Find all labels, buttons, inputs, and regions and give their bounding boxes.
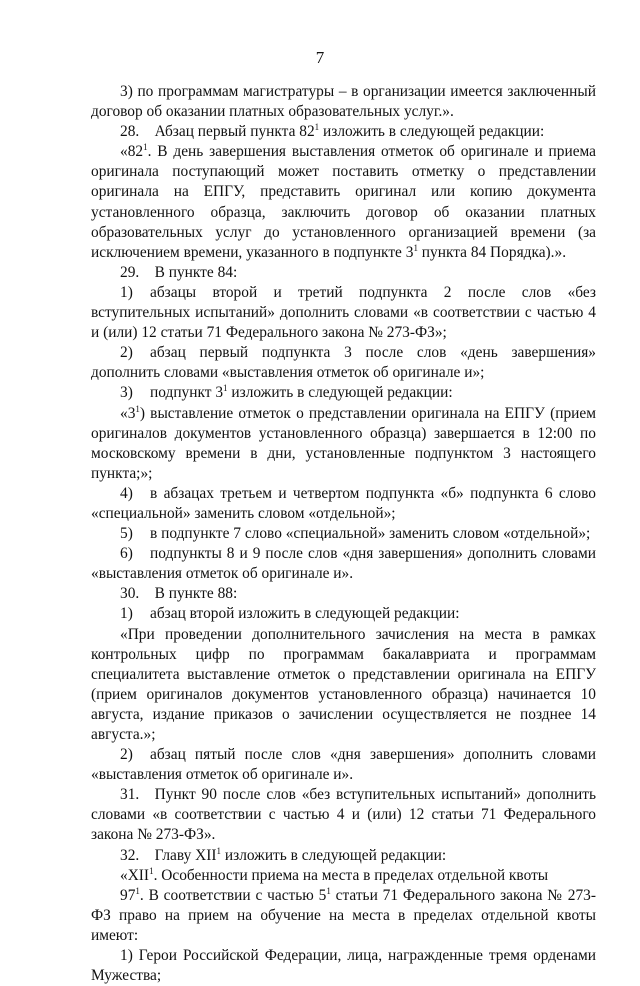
list-item-29-4: 4) в абзацах третьем и четвертом подпункта «б» подпункта 6 слово «специальной» заменить словом «отдельной»; (91, 484, 596, 522)
quote-additional-enrollment: «При проведении дополнительного зачисления на места в рамках контрольных цифр по программам бакалавриата и программам специалитета выставление отметок о представлении оригинала на ЕПГУ (прием оригиналов документов установленного образца) начинается 10 августа, издание приказов о зачислении осуществляется не позднее 14 августа.»; (91, 625, 596, 743)
chapter-12-1-title: «XII$^1$. Особенности приема на места в пределах отдельной квоты (120, 865, 549, 884)
section-30-heading: 30. В пункте 88: (120, 585, 238, 603)
paragraph-magistracy: 3) по программам магистратуры – в организации имеется заключенный договор об оказании платных образовательных услуг.». (91, 83, 596, 121)
list-item-29-3: 3) подпункт $3^1$ изложить в следующей редакции: (120, 383, 453, 402)
list-item-30-2: 2) абзац пятый после слов «дня завершения» дополнить словами «выставления отметок об оригинале и». (91, 746, 596, 784)
clause-97-1-item-1: 1) Герои Российской Федерации, лица, награжденные тремя орденами Мужества; (91, 947, 596, 985)
page-number: 7 (315, 48, 325, 67)
list-item-29-6: 6) подпункты 8 и 9 после слов «дня завершения» дополнить словами «выставления отметок об оригинале и». (91, 545, 596, 583)
list-item-29-1: 1) абзацы второй и третий подпункта 2 после слов «без вступительных испытаний» дополнить словами «в соответствии с частью 4 и (или) 12 статьи 71 Федерального закона № 273-ФЗ»; (91, 283, 596, 342)
section-32-heading: 32. Главу XII$^1$ изложить в следующей редакции: (120, 845, 447, 864)
list-item-30-1: 1) абзац второй изложить в следующей редакции: (120, 605, 460, 623)
list-item-29-5: 5) в подпункте 7 слово «специальной» заменить словом «отдельной»; (120, 525, 591, 543)
section-28-heading: 28. Абзац первый пункта $82^1$ изложить в следующей редакции: (120, 122, 545, 141)
list-item-29-2: 2) абзац первый подпункта 3 после слов «день завершения» дополнить словами «выставления отметок об оригинале и»; (91, 344, 596, 382)
quote-3-1: «$3^1$) выставление отметок о представлении оригинала на ЕПГУ (прием оригиналов документов установленного образца) завершается в 12:00 по московскому времени в дни, установленные подпунктом 3 настоящего пункта;»; (91, 403, 596, 482)
section-29-heading: 29. В пункте 84: (120, 263, 238, 281)
document-body (91, 82, 596, 986)
section-31: 31. Пункт 90 после слов «без вступительных испытаний» дополнить словами «в соответствии с частью 4 и (или) 12 статьи 71 Федерального закона № 273-ФЗ». (91, 786, 596, 844)
clause-97-1: $97^1$. В соответствии с частью $5^1$ статьи 71 Федерального закона № 273-ФЗ право на прием на обучение на места в пределах отдельной квоты имеют: (91, 885, 596, 944)
quote-82-1: «$82^1$. В день завершения выставления отметок об оригинале и приема оригинала поступающий может поставить отметку о представлении оригинала на ЕПГУ, представить оригинал или копию документа установленного образца, заключить договор об оказании платных образовательных услуг до установленного организацией времени (за исключением времени, указанного в подпункте $3^1$ пункта 84 Порядка).». (91, 142, 596, 261)
